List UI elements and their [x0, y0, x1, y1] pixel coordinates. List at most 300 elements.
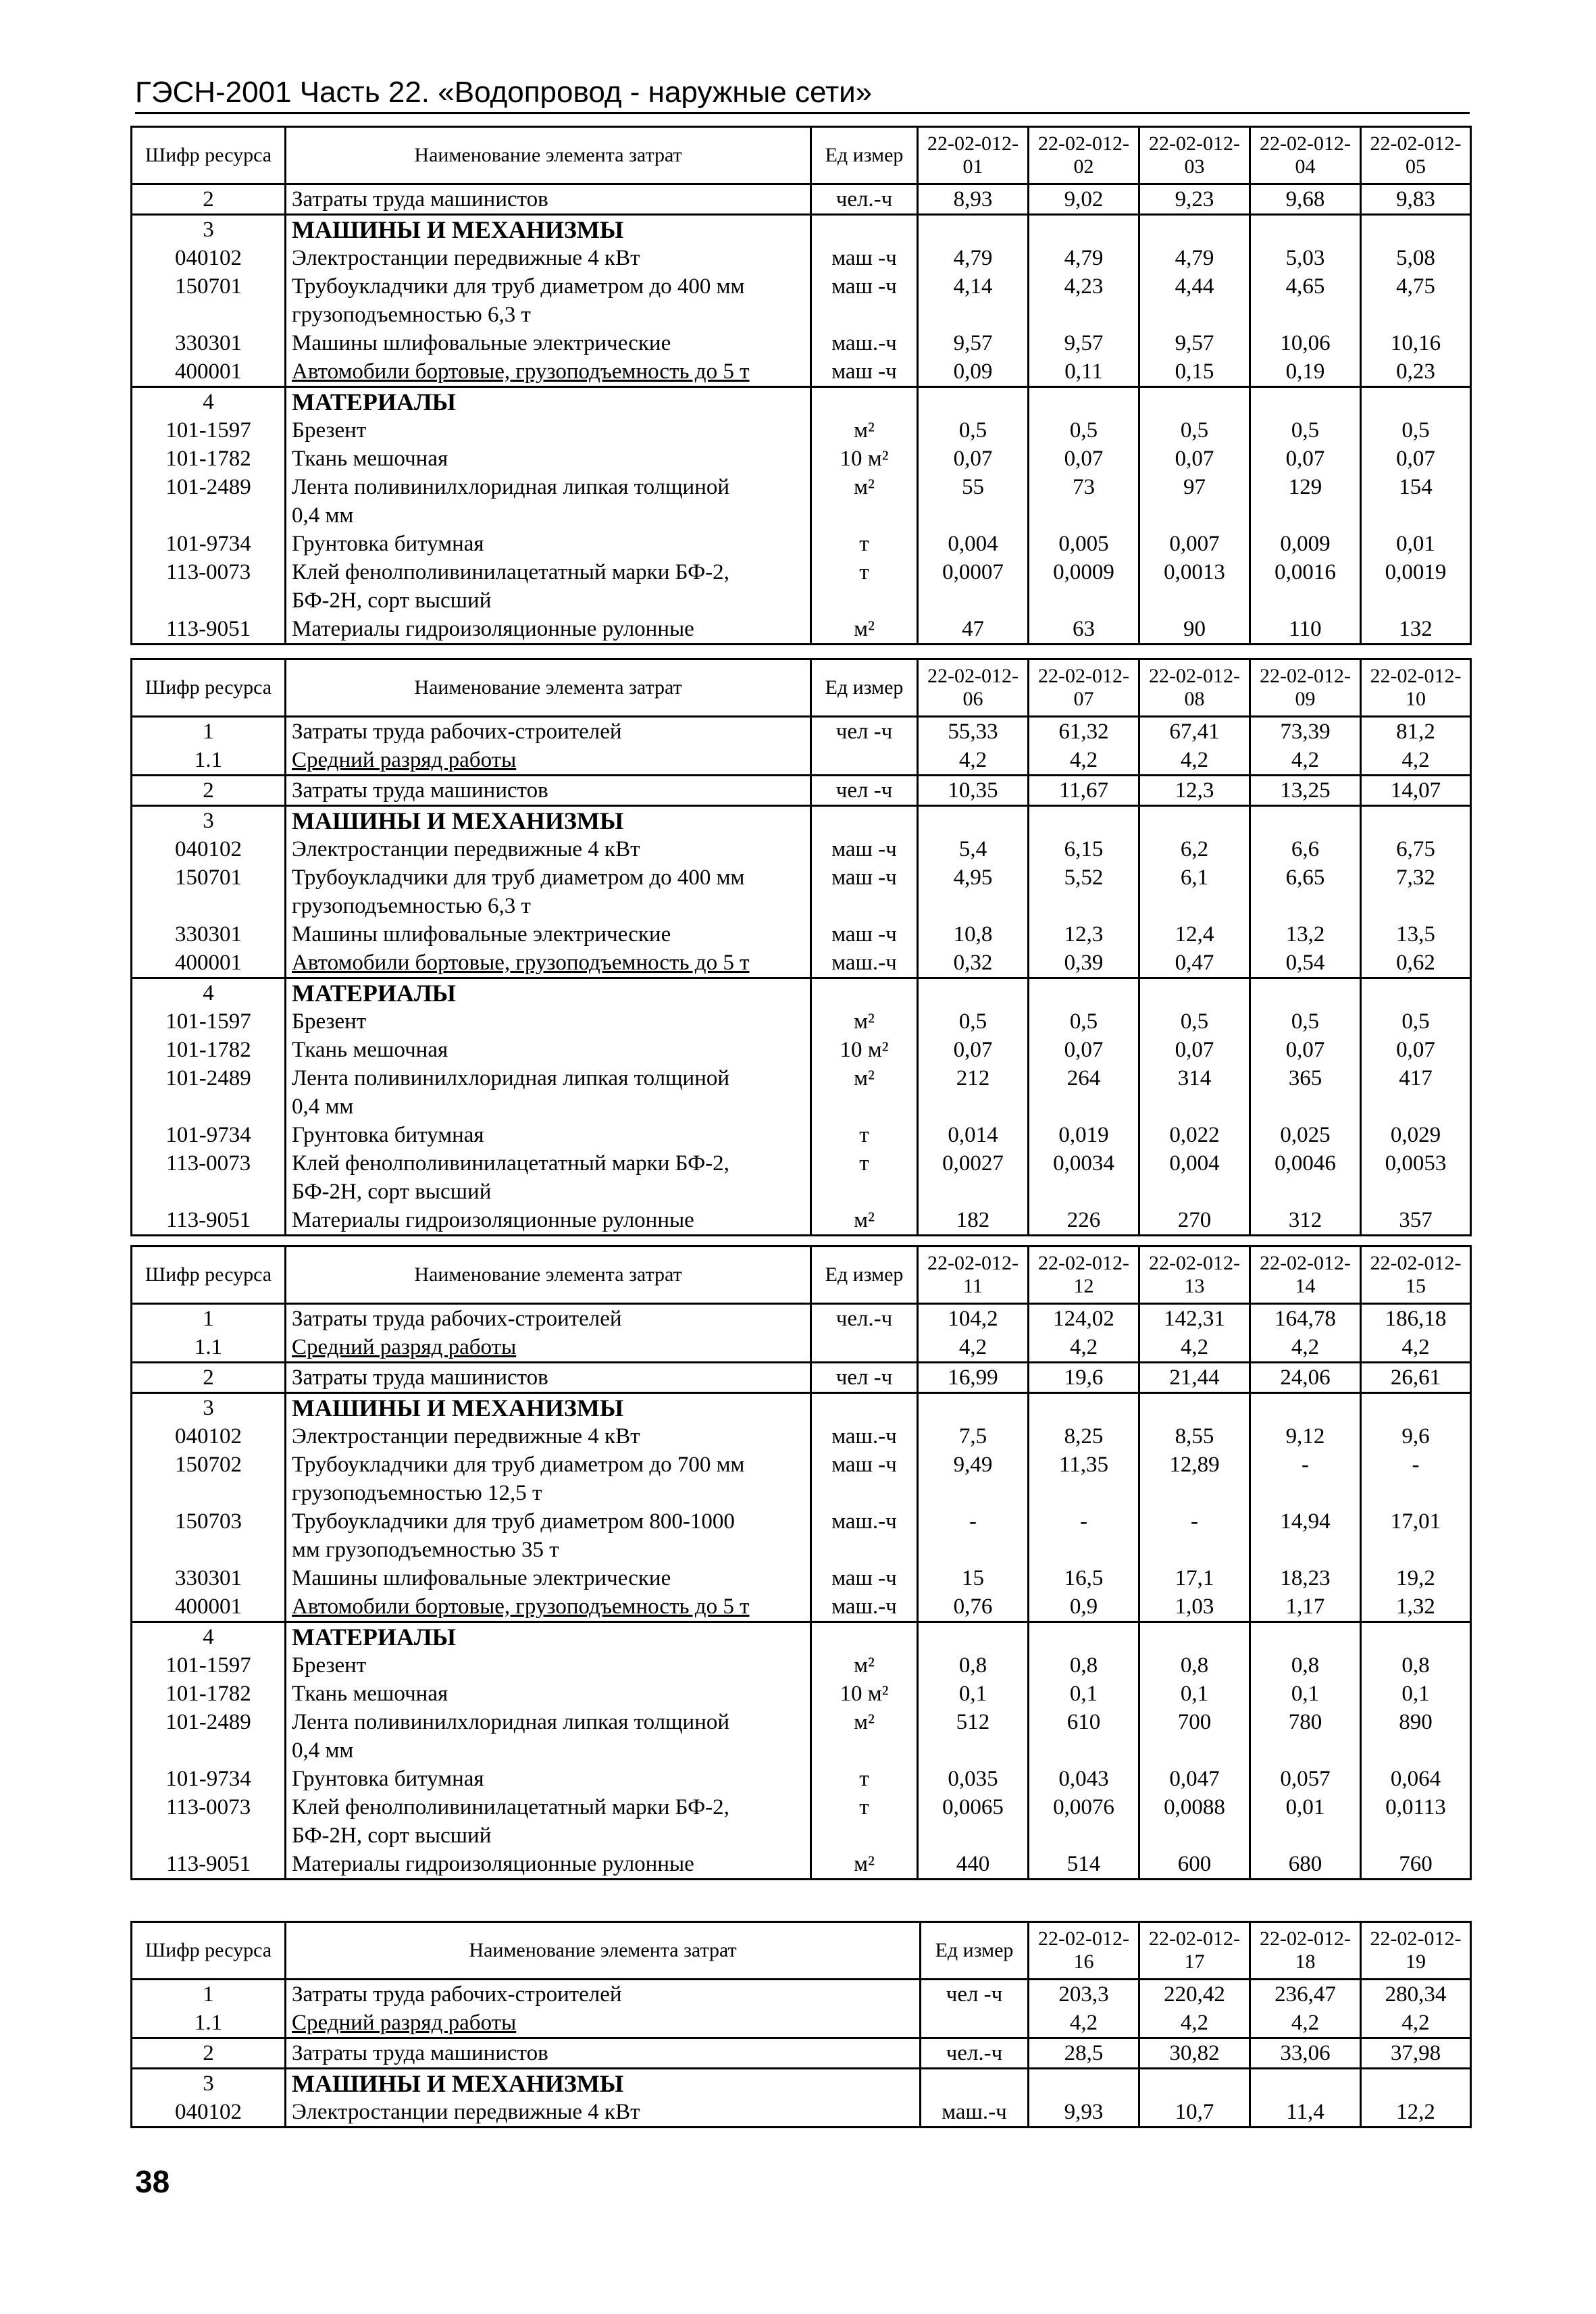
norm-value: 9,49 — [918, 1451, 1029, 1479]
resource-code: 1.1 — [132, 746, 286, 776]
norm-value: 4,14 — [918, 272, 1029, 301]
table-row — [132, 1092, 1471, 1121]
unit: м² — [811, 473, 918, 501]
unit — [811, 806, 918, 836]
norm-value: 11,67 — [1029, 776, 1139, 806]
table-row — [132, 558, 1471, 586]
norm-value: 0,0053 — [1361, 1149, 1471, 1178]
norm-value: 13,2 — [1250, 920, 1361, 949]
unit: т — [811, 1149, 918, 1178]
table-row — [132, 1564, 1471, 1592]
table-row — [132, 1036, 1471, 1064]
norm-value: 890 — [1361, 1708, 1471, 1736]
norm-value — [1361, 2069, 1471, 2098]
norm-value: 8,93 — [918, 184, 1029, 215]
norm-value: 9,57 — [1029, 329, 1139, 357]
norm-value: 236,47 — [1250, 1980, 1361, 2009]
table-row — [132, 215, 1471, 245]
unit: т — [811, 530, 918, 558]
norm-value: 0,004 — [1139, 1149, 1250, 1178]
unit — [811, 1821, 918, 1850]
norm-value: 81,2 — [1361, 717, 1471, 747]
unit — [811, 1622, 918, 1652]
norm-value: 312 — [1250, 1206, 1361, 1236]
header-norm-code: 22-02-012-11 — [918, 1247, 1029, 1304]
norm-value: 0,01 — [1250, 1793, 1361, 1821]
norm-value: 0,8 — [1139, 1651, 1250, 1680]
unit — [811, 586, 918, 615]
norm-value — [1029, 1821, 1139, 1850]
header-norm-code: 22-02-012-07 — [1029, 659, 1139, 717]
norm-value: 0,5 — [918, 1007, 1029, 1036]
resource-code: 040102 — [132, 835, 286, 863]
norm-value — [1029, 1536, 1139, 1564]
cost-element-name: Автомобили бортовые, грузоподъемность до 5 т — [286, 357, 811, 387]
norm-value — [1361, 1736, 1471, 1765]
unit — [811, 746, 918, 776]
norm-value: 12,4 — [1139, 920, 1250, 949]
norm-value — [1139, 1479, 1250, 1507]
header-norm-code: 22-02-012-08 — [1139, 659, 1250, 717]
norm-value: 0,8 — [1361, 1651, 1471, 1680]
norm-value: 4,75 — [1361, 272, 1471, 301]
table-row — [132, 892, 1471, 920]
cost-element-name: Клей фенолполивинилацетатный марки БФ-2, — [286, 558, 811, 586]
norm-value: 8,25 — [1029, 1422, 1139, 1451]
resource-code: 113-0073 — [132, 1793, 286, 1821]
table-row — [132, 615, 1471, 645]
table-row — [132, 1121, 1471, 1149]
norm-value: 0,01 — [1361, 530, 1471, 558]
norm-value: 4,2 — [918, 1333, 1029, 1363]
cost-element-name: Грунтовка битумная — [286, 530, 811, 558]
running-header: ГЭСН-2001 Часть 22. «Водопровод - наружные сети» — [135, 76, 873, 109]
norm-value: 15 — [918, 1564, 1029, 1592]
norm-value: 0,07 — [1139, 445, 1250, 473]
norm-value: 264 — [1029, 1064, 1139, 1092]
header-norm-code: 22-02-012-04 — [1250, 127, 1361, 184]
cost-element-name: Затраты труда машинистов — [286, 1363, 811, 1393]
norm-value: 0,5 — [918, 416, 1029, 445]
header-norm-code: 22-02-012-17 — [1139, 1922, 1250, 1980]
norm-value: - — [1250, 1451, 1361, 1479]
header-norm-code: 22-02-012-09 — [1250, 659, 1361, 717]
norm-value: 4,79 — [1029, 244, 1139, 272]
cost-element-name: Брезент — [286, 416, 811, 445]
header-norm-code: 22-02-012-14 — [1250, 1247, 1361, 1304]
norm-value: 700 — [1139, 1708, 1250, 1736]
norm-value: 0,07 — [1250, 445, 1361, 473]
norm-value — [1361, 978, 1471, 1008]
norm-value: 104,2 — [918, 1304, 1029, 1334]
unit — [811, 215, 918, 245]
resource-code — [132, 1821, 286, 1850]
unit: чел.-ч — [811, 1304, 918, 1334]
norm-value: 4,2 — [1361, 2009, 1471, 2038]
norm-value — [1361, 1178, 1471, 1206]
norm-value: 0,0113 — [1361, 1793, 1471, 1821]
table-row — [132, 1363, 1471, 1393]
table-row — [132, 776, 1471, 806]
norm-value — [1029, 215, 1139, 245]
norm-value — [1250, 1622, 1361, 1652]
norm-value: 0,0088 — [1139, 1793, 1250, 1821]
norm-value: 0,022 — [1139, 1121, 1250, 1149]
norm-value: 55,33 — [918, 717, 1029, 747]
norm-value: 0,07 — [1029, 1036, 1139, 1064]
resource-code: 3 — [132, 2069, 286, 2098]
cost-element-name: Машины шлифовальные электрические — [286, 920, 811, 949]
resource-code: 330301 — [132, 329, 286, 357]
norm-value: 0,0046 — [1250, 1149, 1361, 1178]
cost-element-name: БФ-2Н, сорт высший — [286, 1178, 811, 1206]
table-row — [132, 1206, 1471, 1236]
resource-code: 4 — [132, 387, 286, 417]
norm-value: 4,2 — [918, 746, 1029, 776]
norm-value: 4,65 — [1250, 272, 1361, 301]
unit: м² — [811, 1007, 918, 1036]
table-row — [132, 1393, 1471, 1423]
norm-value — [1250, 1092, 1361, 1121]
cost-element-name: Электростанции передвижные 4 кВт — [286, 835, 811, 863]
norm-value: 154 — [1361, 473, 1471, 501]
header-rule — [135, 112, 1470, 114]
cost-element-name: Лента поливинилхлоридная липкая толщиной — [286, 473, 811, 501]
table-row — [132, 445, 1471, 473]
norm-value: 4,79 — [918, 244, 1029, 272]
norm-value — [1139, 1622, 1250, 1652]
table-row — [132, 1680, 1471, 1708]
cost-element-name: Затраты труда рабочих-строителей — [286, 717, 811, 747]
cost-element-name: грузоподъемностью 6,3 т — [286, 301, 811, 329]
resource-code: 101-1597 — [132, 1651, 286, 1680]
norm-value — [918, 1479, 1029, 1507]
norm-value: 0,064 — [1361, 1765, 1471, 1793]
resource-code: 330301 — [132, 1564, 286, 1592]
resource-code: 113-9051 — [132, 615, 286, 645]
cost-element-name: Брезент — [286, 1651, 811, 1680]
norm-value: 73,39 — [1250, 717, 1361, 747]
norm-value: 0,1 — [918, 1680, 1029, 1708]
table-row — [132, 387, 1471, 417]
norm-value: 4,95 — [918, 863, 1029, 892]
header-norm-code: 22-02-012-19 — [1361, 1922, 1471, 1980]
norm-value: 8,55 — [1139, 1422, 1250, 1451]
resource-code: 113-9051 — [132, 1850, 286, 1880]
norm-value: 4,44 — [1139, 272, 1250, 301]
norm-value — [1029, 1092, 1139, 1121]
table-row — [132, 416, 1471, 445]
unit: маш.-ч — [921, 2098, 1029, 2128]
resource-code: 150701 — [132, 863, 286, 892]
norm-value: 0,0007 — [918, 558, 1029, 586]
table-row — [132, 835, 1471, 863]
norm-value: 124,02 — [1029, 1304, 1139, 1334]
norm-value: 30,82 — [1139, 2038, 1250, 2069]
norm-value: 0,07 — [918, 1036, 1029, 1064]
resource-code: 4 — [132, 1622, 286, 1652]
cost-element-name: Автомобили бортовые, грузоподъемность до 5 т — [286, 1592, 811, 1622]
norm-value: 0,5 — [1029, 416, 1139, 445]
norm-value: 0,62 — [1361, 949, 1471, 978]
header-unit: Ед измер — [921, 1922, 1029, 1980]
table-row — [132, 329, 1471, 357]
table-row — [132, 272, 1471, 301]
norm-value: 760 — [1361, 1850, 1471, 1880]
section-title: МАШИНЫ И МЕХАНИЗМЫ — [286, 806, 811, 836]
norm-value: 7,5 — [918, 1422, 1029, 1451]
resource-code: 4 — [132, 978, 286, 1008]
norm-value — [918, 978, 1029, 1008]
table-row — [132, 1451, 1471, 1479]
norm-value: 4,2 — [1361, 1333, 1471, 1363]
norm-value — [1029, 806, 1139, 836]
unit — [811, 501, 918, 530]
norm-value: 0,043 — [1029, 1765, 1139, 1793]
resource-code: 1.1 — [132, 1333, 286, 1363]
resource-code: 1.1 — [132, 2009, 286, 2038]
norm-value: 226 — [1029, 1206, 1139, 1236]
norm-value — [1029, 1393, 1139, 1423]
table-header-row — [132, 127, 1471, 184]
resource-code: 1 — [132, 1304, 286, 1334]
resource-code: 2 — [132, 184, 286, 215]
unit: 10 м² — [811, 1680, 918, 1708]
norm-value: 0,8 — [1029, 1651, 1139, 1680]
norm-value: 11,4 — [1250, 2098, 1361, 2128]
norm-value — [1361, 501, 1471, 530]
resource-code: 101-1597 — [132, 1007, 286, 1036]
section-title: МАШИНЫ И МЕХАНИЗМЫ — [286, 1393, 811, 1423]
norm-value: 186,18 — [1361, 1304, 1471, 1334]
norm-value: - — [1029, 1507, 1139, 1536]
cost-element-name: Материалы гидроизоляционные рулонные — [286, 1850, 811, 1880]
norm-value: 14,94 — [1250, 1507, 1361, 1536]
unit — [811, 1479, 918, 1507]
unit: чел -ч — [921, 1980, 1029, 2009]
norm-value: 0,1 — [1029, 1680, 1139, 1708]
norm-value: 4,2 — [1029, 746, 1139, 776]
table-row — [132, 1064, 1471, 1092]
norm-value: 142,31 — [1139, 1304, 1250, 1334]
norm-value: 0,19 — [1250, 357, 1361, 387]
cost-element-name: Брезент — [286, 1007, 811, 1036]
table-row — [132, 1178, 1471, 1206]
resource-code: 150702 — [132, 1451, 286, 1479]
norm-value: 1,03 — [1139, 1592, 1250, 1622]
norm-value — [1250, 1736, 1361, 1765]
cost-element-name: Трубоукладчики для труб диаметром до 700 мм — [286, 1451, 811, 1479]
norm-value — [1029, 586, 1139, 615]
table-row — [132, 530, 1471, 558]
norm-value: 0,0019 — [1361, 558, 1471, 586]
resource-code: 400001 — [132, 949, 286, 978]
norm-value: 0,8 — [1250, 1651, 1361, 1680]
norm-value — [1139, 1736, 1250, 1765]
norm-value: 5,52 — [1029, 863, 1139, 892]
norm-value: 26,61 — [1361, 1363, 1471, 1393]
table-row — [132, 244, 1471, 272]
resource-code: 113-0073 — [132, 558, 286, 586]
unit: м² — [811, 1651, 918, 1680]
norm-value: 0,5 — [1139, 416, 1250, 445]
table-row — [132, 184, 1471, 215]
norm-value: 110 — [1250, 615, 1361, 645]
norm-value — [918, 215, 1029, 245]
unit: м² — [811, 1206, 918, 1236]
norm-value — [1361, 806, 1471, 836]
table-row — [132, 920, 1471, 949]
unit — [921, 2009, 1029, 2038]
norm-value: 6,2 — [1139, 835, 1250, 863]
resource-code: 101-1782 — [132, 445, 286, 473]
norm-value: 365 — [1250, 1064, 1361, 1092]
norm-value — [1029, 2069, 1139, 2098]
norm-value — [1139, 387, 1250, 417]
norm-value: 13,25 — [1250, 776, 1361, 806]
norm-value — [1361, 892, 1471, 920]
norm-value: 4,2 — [1139, 1333, 1250, 1363]
norm-value: 0,5 — [1250, 1007, 1361, 1036]
norm-value — [1139, 1821, 1250, 1850]
norm-value — [918, 1622, 1029, 1652]
unit: маш -ч — [811, 357, 918, 387]
norm-value — [1139, 806, 1250, 836]
norm-value: 6,1 — [1139, 863, 1250, 892]
norm-value: 90 — [1139, 615, 1250, 645]
norm-value — [1250, 978, 1361, 1008]
header-unit: Ед измер — [811, 127, 918, 184]
norm-value — [1250, 586, 1361, 615]
norm-value — [1250, 892, 1361, 920]
norm-value — [918, 892, 1029, 920]
norm-value: 0,014 — [918, 1121, 1029, 1149]
norm-value: 270 — [1139, 1206, 1250, 1236]
table-row — [132, 501, 1471, 530]
cost-element-name: Грунтовка битумная — [286, 1121, 811, 1149]
resource-code — [132, 1092, 286, 1121]
norm-value: 514 — [1029, 1850, 1139, 1880]
norm-value — [1029, 1178, 1139, 1206]
resource-code: 101-2489 — [132, 473, 286, 501]
unit: т — [811, 1765, 918, 1793]
norm-value: 0,007 — [1139, 530, 1250, 558]
header-name: Наименование элемента затрат — [286, 1247, 811, 1304]
norm-value: 9,6 — [1361, 1422, 1471, 1451]
norm-value: 0,1 — [1139, 1680, 1250, 1708]
norm-value: 0,07 — [1361, 1036, 1471, 1064]
norm-value: 24,06 — [1250, 1363, 1361, 1393]
unit: маш -ч — [811, 863, 918, 892]
unit: маш.-ч — [811, 1507, 918, 1536]
norm-value: 203,3 — [1029, 1980, 1139, 2009]
cost-element-name: Затраты труда рабочих-строителей — [286, 1304, 811, 1334]
cost-element-name: Трубоукладчики для труб диаметром до 400 мм — [286, 863, 811, 892]
resource-code: 113-0073 — [132, 1149, 286, 1178]
norm-value: 0,1 — [1250, 1680, 1361, 1708]
resource-code: 3 — [132, 1393, 286, 1423]
norm-value — [1250, 387, 1361, 417]
norm-value: 0,07 — [918, 445, 1029, 473]
norm-value: 680 — [1250, 1850, 1361, 1880]
section-title: МАТЕРИАЛЫ — [286, 978, 811, 1008]
table-row — [132, 2009, 1471, 2038]
norm-value: 13,5 — [1361, 920, 1471, 949]
norm-value: 12,89 — [1139, 1451, 1250, 1479]
header-name: Наименование элемента затрат — [286, 1922, 921, 1980]
resource-code: 101-1782 — [132, 1680, 286, 1708]
norm-value — [1361, 387, 1471, 417]
table-row — [132, 949, 1471, 978]
norm-value: 9,93 — [1029, 2098, 1139, 2128]
norm-value: - — [918, 1507, 1029, 1536]
norm-value — [918, 387, 1029, 417]
unit — [811, 1736, 918, 1765]
unit: чел -ч — [811, 776, 918, 806]
table-header-row — [132, 659, 1471, 717]
norm-value: 314 — [1139, 1064, 1250, 1092]
norm-value: 0,0027 — [918, 1149, 1029, 1178]
unit — [811, 1333, 918, 1363]
norm-value: 0,07 — [1029, 445, 1139, 473]
norm-value: 9,12 — [1250, 1422, 1361, 1451]
norm-value — [918, 1092, 1029, 1121]
norm-value: - — [1361, 1451, 1471, 1479]
unit: чел -ч — [811, 717, 918, 747]
resource-table-3 — [130, 1245, 1472, 1880]
norm-value: 37,98 — [1361, 2038, 1471, 2069]
table-row — [132, 586, 1471, 615]
norm-value — [1250, 501, 1361, 530]
norm-value: 9,57 — [918, 329, 1029, 357]
norm-value — [1250, 806, 1361, 836]
cost-element-name: Клей фенолполивинилацетатный марки БФ-2, — [286, 1793, 811, 1821]
page-number: 38 — [135, 2164, 170, 2199]
cost-element-name: мм грузоподъемностью 35 т — [286, 1536, 811, 1564]
unit: чел.-ч — [921, 2038, 1029, 2069]
norm-value — [1139, 301, 1250, 329]
norm-value: 0,0013 — [1139, 558, 1250, 586]
table-row — [132, 1333, 1471, 1363]
norm-value: 0,07 — [1361, 445, 1471, 473]
table-row — [132, 1736, 1471, 1765]
table-row — [132, 1622, 1471, 1652]
resource-code — [132, 1736, 286, 1765]
norm-value: 0,0034 — [1029, 1149, 1139, 1178]
unit — [921, 2069, 1029, 2098]
resource-code: 330301 — [132, 920, 286, 949]
table-row — [132, 1980, 1471, 2009]
unit — [811, 892, 918, 920]
norm-value — [1250, 2069, 1361, 2098]
norm-value — [1029, 387, 1139, 417]
norm-value: 9,02 — [1029, 184, 1139, 215]
norm-value: 0,5 — [1361, 1007, 1471, 1036]
table-row — [132, 1149, 1471, 1178]
table-row — [132, 746, 1471, 776]
table-row — [132, 1422, 1471, 1451]
norm-value — [918, 301, 1029, 329]
cost-element-name: грузоподъемностью 12,5 т — [286, 1479, 811, 1507]
resource-table-1 — [130, 126, 1472, 645]
header-unit: Ед измер — [811, 1247, 918, 1304]
norm-value: 0,057 — [1250, 1765, 1361, 1793]
header-norm-code: 22-02-012-05 — [1361, 127, 1471, 184]
norm-value — [1250, 1479, 1361, 1507]
norm-value: 16,5 — [1029, 1564, 1139, 1592]
cost-element-name: Затраты труда машинистов — [286, 184, 811, 215]
table-row — [132, 1821, 1471, 1850]
